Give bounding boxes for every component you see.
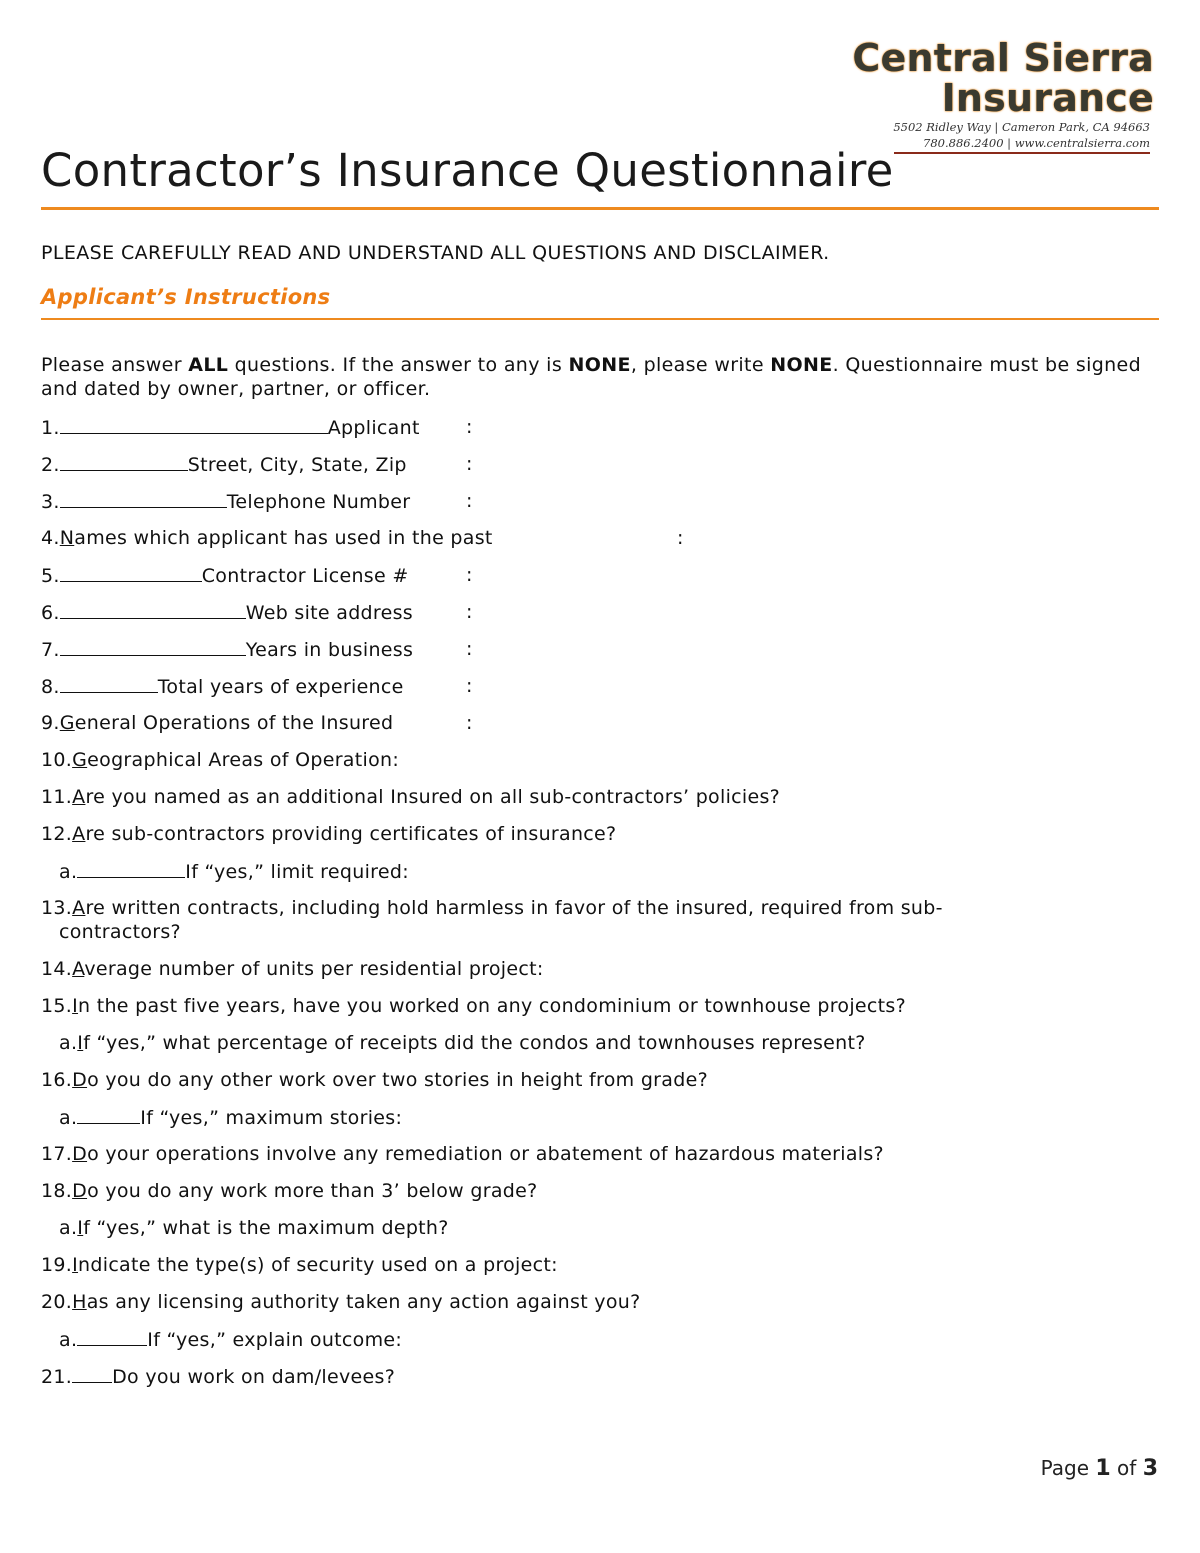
question-3: 3. Telephone Number : bbox=[41, 490, 473, 513]
license-blank[interactable] bbox=[60, 563, 202, 582]
applicant-blank[interactable] bbox=[60, 415, 328, 434]
company-contact: 780.886.2400 | www.centralsierra.com bbox=[894, 136, 1150, 154]
page-title: Contractor’s Insurance Questionnaire bbox=[41, 144, 894, 197]
years-business-blank[interactable] bbox=[60, 637, 246, 656]
experience-blank[interactable] bbox=[60, 674, 158, 693]
question-20a: a. If “yes,” explain outcome: bbox=[59, 1329, 403, 1351]
max-stories-blank[interactable] bbox=[77, 1105, 140, 1124]
page-number: Page 1 of 3 bbox=[1040, 1456, 1158, 1481]
dam-levees-blank[interactable] bbox=[72, 1364, 112, 1383]
address-blank[interactable] bbox=[60, 452, 188, 471]
question-16a: a. If “yes,” maximum stories: bbox=[59, 1107, 403, 1129]
question-1: 1. Applicant : bbox=[41, 416, 473, 439]
question-17: 17.Do your operations involve any remediation or abatement of hazardous materials? bbox=[41, 1143, 884, 1165]
question-21: 21. Do you work on dam/levees? bbox=[41, 1366, 396, 1388]
letterhead bbox=[694, 38, 1154, 154]
section-divider bbox=[41, 318, 1159, 320]
title-divider bbox=[41, 207, 1159, 210]
instructions-paragraph: Please answer ALL questions. If the answer to any is NONE, please write NONE. Questionnaire must be signed and dated by owner, partner, or officer. bbox=[41, 354, 1141, 400]
question-16: 16.Do you do any other work over two stories in height from grade? bbox=[41, 1069, 708, 1091]
question-9: 9.General Operations of the Insured : bbox=[41, 712, 473, 734]
limit-required-blank[interactable] bbox=[77, 859, 185, 878]
question-13-continued: contractors? bbox=[59, 921, 181, 943]
outcome-blank[interactable] bbox=[77, 1327, 147, 1346]
question-10: 10.Geographical Areas of Operation: bbox=[41, 749, 400, 771]
question-11: 11.Are you named as an additional Insured on all sub-contractors’ policies? bbox=[41, 786, 781, 808]
question-19: 19.Indicate the type(s) of security used on a project: bbox=[41, 1254, 558, 1276]
question-8: 8. Total years of experience : bbox=[41, 675, 473, 698]
question-7: 7. Years in business : bbox=[41, 638, 473, 661]
caution-notice: PLEASE CAREFULLY READ AND UNDERSTAND ALL QUESTIONS AND DISCLAIMER. bbox=[41, 242, 830, 264]
company-address: 5502 Ridley Way | Cameron Park, CA 94663 bbox=[893, 120, 1150, 134]
website-blank[interactable] bbox=[60, 600, 246, 619]
question-18a: a.If “yes,” what is the maximum depth? bbox=[59, 1217, 449, 1239]
question-4: 4.Names which applicant has used in the past : bbox=[41, 527, 684, 549]
question-6: 6. Web site address : bbox=[41, 601, 473, 624]
question-14: 14.Average number of units per residential project: bbox=[41, 958, 544, 980]
section-heading: Applicant’s Instructions bbox=[41, 285, 331, 309]
company-logo: Central Sierra Insurance bbox=[852, 36, 1154, 120]
question-20: 20.Has any licensing authority taken any action against you? bbox=[41, 1291, 641, 1313]
question-12a: a. If “yes,” limit required: bbox=[59, 861, 409, 883]
question-15: 15.In the past five years, have you worked on any condominium or townhouse projects? bbox=[41, 995, 906, 1017]
question-5: 5. Contractor License # : bbox=[41, 564, 473, 587]
question-18: 18.Do you do any work more than 3’ below grade? bbox=[41, 1180, 538, 1202]
telephone-blank[interactable] bbox=[60, 489, 227, 508]
question-15a: a.If “yes,” what percentage of receipts did the condos and townhouses represent? bbox=[59, 1032, 866, 1054]
question-12: 12.Are sub-contractors providing certificates of insurance? bbox=[41, 823, 617, 845]
question-2: 2. Street, City, State, Zip : bbox=[41, 453, 473, 476]
question-13: 13.Are written contracts, including hold harmless in favor of the insured, required from sub- bbox=[41, 897, 943, 919]
